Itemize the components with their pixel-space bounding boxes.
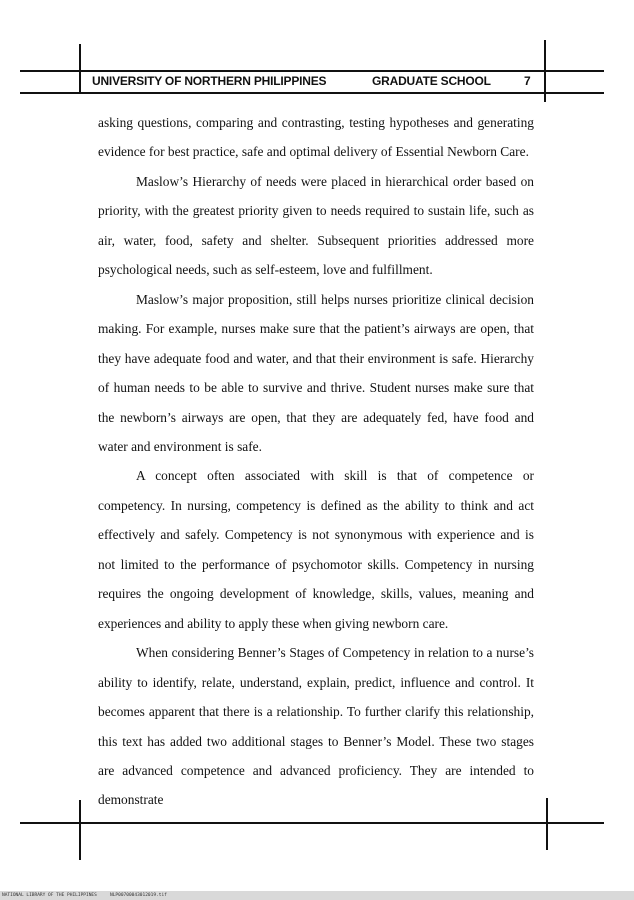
library-label: NATIONAL LIBRARY OF THE PHILIPPINES	[2, 893, 97, 898]
university-name: UNIVERSITY OF NORTHERN PHILIPPINES	[92, 74, 327, 88]
paragraph-competence: A concept often associated with skill is that of competence or competency. In nursing, competency is defined as the ability to think and act effectively and safely. Competency is not synonymous with experience and is not limited to the performance of psychomotor skills. Competency in nursing requires the ongoing development of knowledge, skills, values, meaning and experiences and ability to apply these when giving newborn care.	[98, 468, 534, 631]
page-number: 7	[524, 74, 531, 88]
paragraph-maslow-hierarchy: Maslow’s Hierarchy of needs were placed in hierarchical order based on priority, with the greatest priority given to needs required to sustain life, such as air, water, food, safety and shelter. Subsequent priorities addressed more psychological needs, such as self-esteem, love and fulfillment.	[98, 173, 534, 278]
scan-footer-strip	[0, 891, 634, 900]
page-body	[98, 108, 534, 815]
header-top-line	[20, 70, 604, 72]
file-code-label: NLP00700043012019.tif	[110, 893, 167, 898]
footer-line	[20, 822, 604, 824]
header-bottom-line	[20, 92, 604, 94]
left-bottom-border-line	[79, 800, 81, 860]
left-border-line	[79, 44, 81, 94]
paragraph-continued: asking questions, comparing and contrasting, testing hypotheses and generating evidence for best practice, safe and optimal delivery of Essential Newborn Care.	[98, 115, 534, 160]
graduate-school-label: GRADUATE SCHOOL	[372, 74, 491, 88]
page-header	[82, 74, 546, 90]
paragraph-maslow-proposition: Maslow’s major proposition, still helps nurses prioritize clinical decision making. For example, nurses make sure that the patient’s airways are open, that they have adequate food and water, and that their environment is safe. Hierarchy of human needs to be able to survive and thrive. Student nurses make sure that the newborn’s airways are open, that they are adequately fed, have food and water and environment is safe.	[98, 291, 534, 454]
right-bottom-border-line	[546, 798, 548, 850]
paragraph-benner: When considering Benner’s Stages of Competency in relation to a nurse’s ability to identify, relate, understand, explain, predict, influence and control. It becomes apparent that there is a relationship. To further clarify this relationship, this text has added two additional stages to Benner’s Model. These two stages are advanced competence and advanced proficiency. They are intended to demonstrate	[98, 645, 534, 808]
